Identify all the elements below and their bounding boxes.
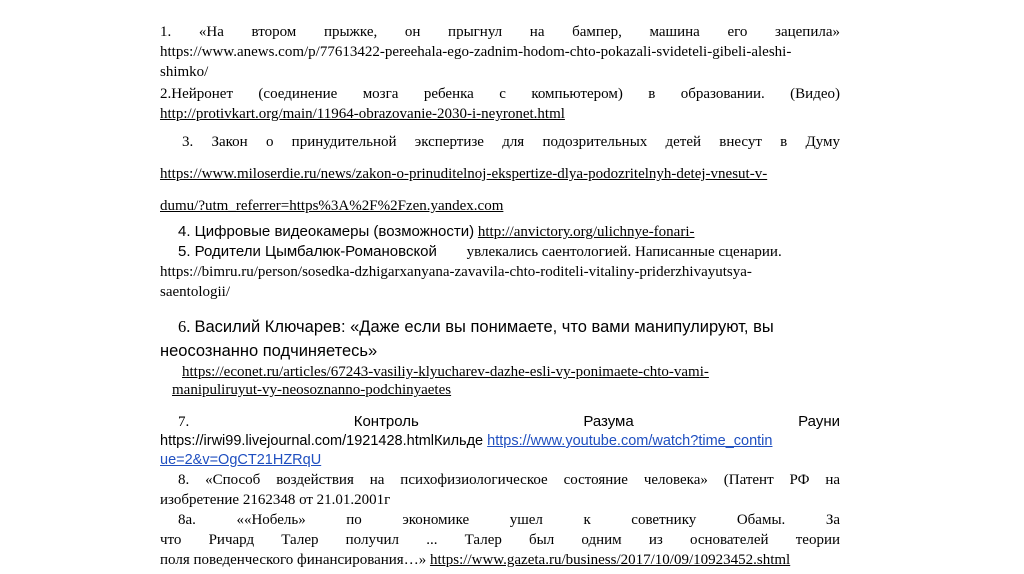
- item-6-title: Василий Ключарев: «Даже если вы понимаете, что вами манипулируют, вы: [194, 318, 774, 336]
- item-1-url: https://www.anews.com/p/77613422-pereehala-ego-zadnim-hodom-chto-pokazali-svideteli-gibeli-aleshi-: [160, 44, 792, 60]
- item-7-word-3: Рауни: [798, 413, 840, 430]
- item-8a-title: 8а. ««Нобель» по экономике ушел к советнику Обамы. За: [178, 512, 840, 528]
- item-7-youtube-link[interactable]: https://www.youtube.com/watch?time_contin: [487, 433, 773, 449]
- item-1-title: 1. «На втором прыжке, он прыгнул на бампер, машина его зацепила»: [160, 24, 840, 40]
- item-1-url-cont: shimko/: [160, 64, 209, 80]
- item-6-link[interactable]: https://econet.ru/articles/67243-vasiliy-klyucharev-dazhe-esli-vy-ponimaete-chto-vami-: [182, 364, 709, 380]
- item-7-word-2: Разума: [583, 413, 634, 430]
- item-5-lead: 5. Родители Цымбалюк-Романовской: [178, 243, 437, 260]
- item-2-link[interactable]: http://protivkart.org/main/11964-obrazovanie-2030-i-neyronet.html: [160, 106, 565, 122]
- item-3-link[interactable]: https://www.miloserdie.ru/news/zakon-o-prinuditelnoj-ekspertize-dlya-podozritelnyh-detej-vnesut-v-: [160, 166, 768, 182]
- item-8-title: 8. «Способ воздействия на психофизиологическое состояние человека» (Патент РФ на: [178, 472, 840, 488]
- item-8a-title-cont: что Ричард Талер получил ... Талер был одним из основателей теории: [160, 532, 840, 548]
- item-3-title: 3. Закон о принудительной экспертизе для подозрительных детей внесут в Думу: [182, 134, 840, 150]
- item-7-word-1: Контроль: [353, 413, 419, 430]
- item-6-link-cont[interactable]: manipuliruyut-vy-neosoznanno-podchinyaetes: [172, 382, 452, 398]
- item-8-title-cont: изобретение 2162348 от 21.01.2001г: [160, 492, 391, 508]
- item-4-title: 4. Цифровые видеокамеры (возможности): [178, 223, 475, 240]
- item-6-title-cont: неосознанно подчиняетесь»: [160, 342, 378, 360]
- item-7-youtube-link-cont[interactable]: ue=2&v=OgCT21HZRqU: [160, 452, 322, 468]
- item-8a-title-end: поля поведенческого финансирования…»: [160, 552, 427, 568]
- item-5-url-cont: saentologii/: [160, 284, 230, 300]
- item-7-number: 7.: [178, 414, 190, 430]
- item-2-title: 2.Нейронет (соединение мозга ребенка с компьютером) в образовании. (Видео): [160, 86, 840, 102]
- item-5-rest: увлекались саентологией. Написанные сценарии.: [466, 244, 782, 260]
- item-7-url: https://irwi99.livejournal.com/1921428.htmlКильде: [160, 433, 484, 449]
- item-4-link[interactable]: http://anvictory.org/ulichnye-fonari-: [477, 224, 695, 240]
- item-8a-link[interactable]: https://www.gazeta.ru/business/2017/10/09/10923452.shtml: [429, 552, 791, 568]
- item-6-number: 6.: [178, 317, 191, 336]
- item-3-link-cont[interactable]: dumu/?utm_referrer=https%3A%2F%2Fzen.yandex.com: [160, 198, 504, 214]
- item-5-url: https://bimru.ru/person/sosedka-dzhigarxanyana-zavavila-chto-roditeli-vitaliny-priderzhivayutsya-: [160, 264, 752, 280]
